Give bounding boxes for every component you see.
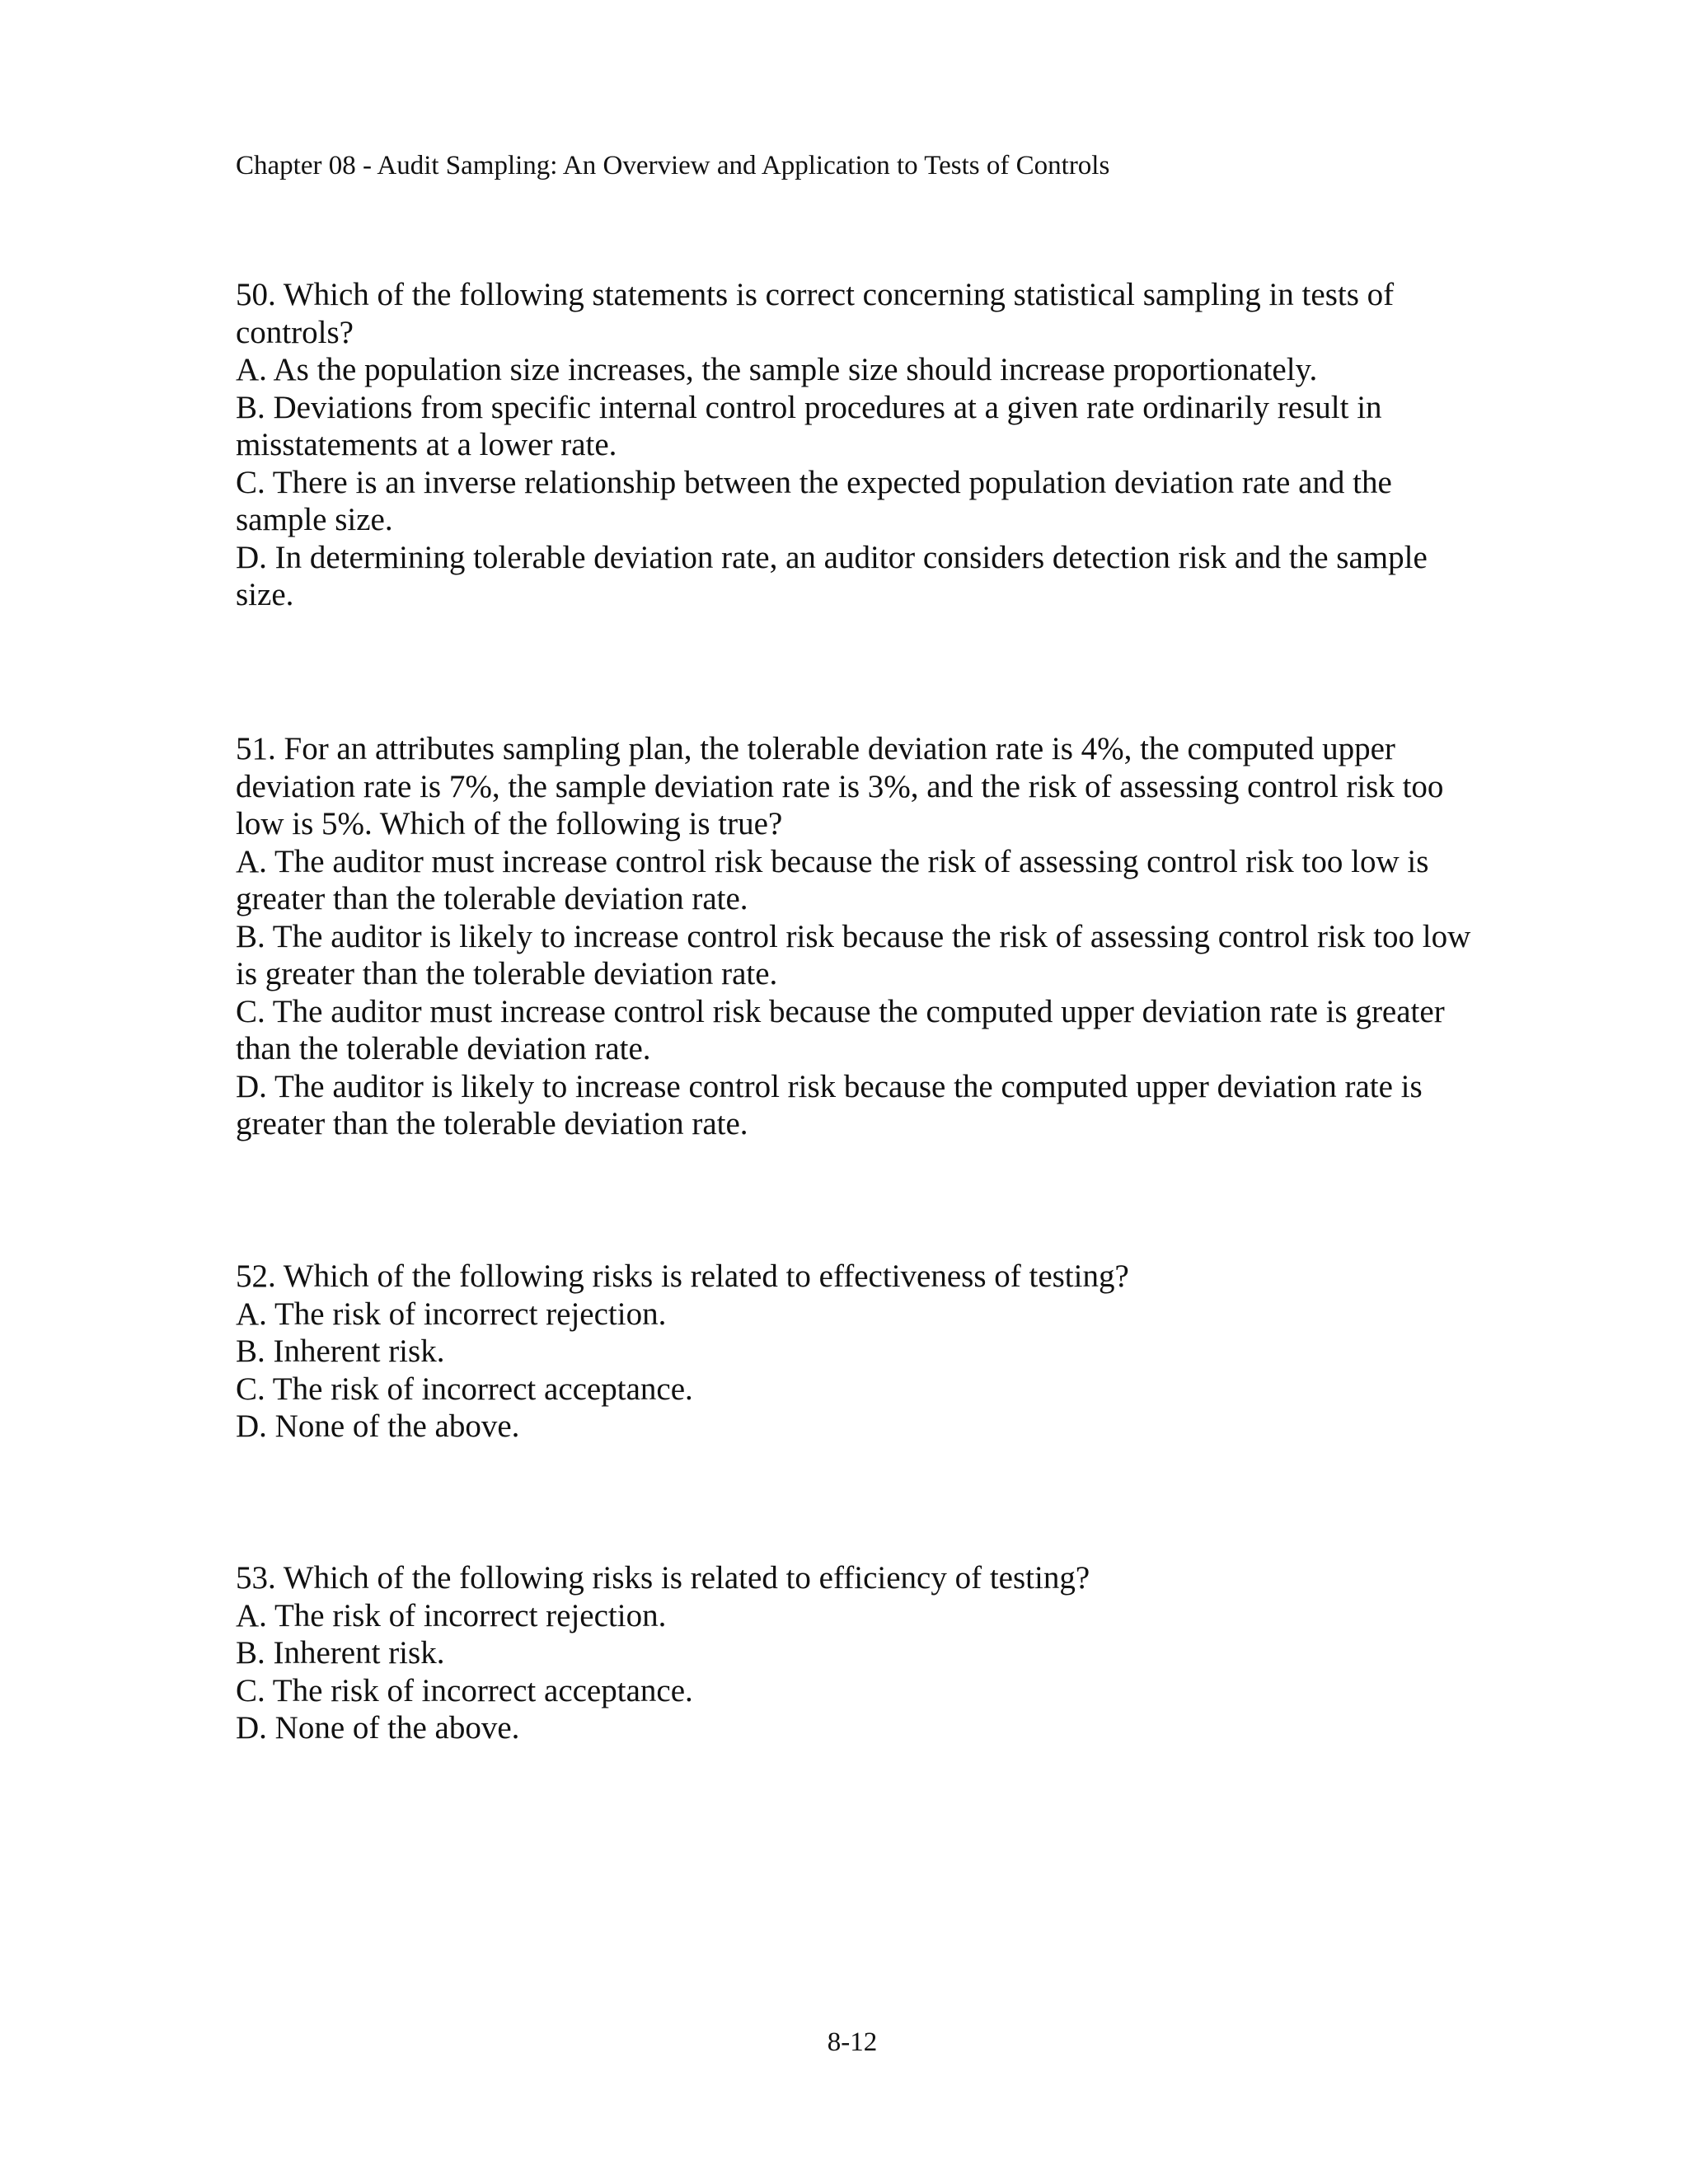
question-52-stem: 52. Which of the following risks is related to effectiveness of testing? [236,1258,1129,1294]
question-50-option-c: C. There is an inverse relationship between the expected population deviation rate and the sample size. [236,464,1392,537]
question-53-option-b: B. Inherent risk. [236,1635,445,1671]
question-50-option-a: A. As the population size increases, the sample size should increase proportionately. [236,352,1318,387]
question-53-stem: 53. Which of the following risks is related to efficiency of testing? [236,1560,1090,1596]
question-53-option-d: D. None of the above. [236,1710,520,1746]
question-51-option-b: B. The auditor is likely to increase control risk because the risk of assessing control risk too low is greater than the tolerable deviation rate. [236,918,1471,991]
question-50-stem: 50. Which of the following statements is correct concerning statistical sampling in tests of controls? [236,277,1395,350]
page-header-chapter-title: Chapter 08 - Audit Sampling: An Overview and Application to Tests of Controls [236,151,1110,180]
question-50 [236,276,1489,614]
question-52-option-a: A. The risk of incorrect rejection. [236,1296,667,1332]
question-52 [236,1258,1489,1446]
question-50-option-d: D. In determining tolerable deviation rate, an auditor considers detection risk and the sample size. [236,539,1428,612]
question-52-option-b: B. Inherent risk. [236,1333,445,1369]
question-53-option-c: C. The risk of incorrect acceptance. [236,1672,693,1708]
question-51-option-a: A. The auditor must increase control risk because the risk of assessing control risk too low is greater than the tolerable deviation rate. [236,843,1429,916]
question-51 [236,730,1489,1143]
question-51-option-c: C. The auditor must increase control risk because the computed upper deviation rate is greater than the tolerable deviation rate. [236,993,1445,1066]
question-53 [236,1559,1489,1747]
question-52-option-d: D. None of the above. [236,1408,520,1444]
question-53-option-a: A. The risk of incorrect rejection. [236,1597,667,1633]
page-number: 8-12 [827,2027,878,2057]
question-51-stem: 51. For an attributes sampling plan, the tolerable deviation rate is 4%, the computed upper deviation rate is 7%, the sample deviation rate is 3%, and the risk of assessing control risk too low is 5%. Which of the following is true? [236,731,1444,841]
question-50-option-b: B. Deviations from specific internal control procedures at a given rate ordinarily result in misstatements at a lower rate. [236,389,1382,462]
question-51-option-d: D. The auditor is likely to increase control risk because the computed upper deviation rate is greater than the tolerable deviation rate. [236,1068,1423,1141]
question-52-option-c: C. The risk of incorrect acceptance. [236,1371,693,1407]
